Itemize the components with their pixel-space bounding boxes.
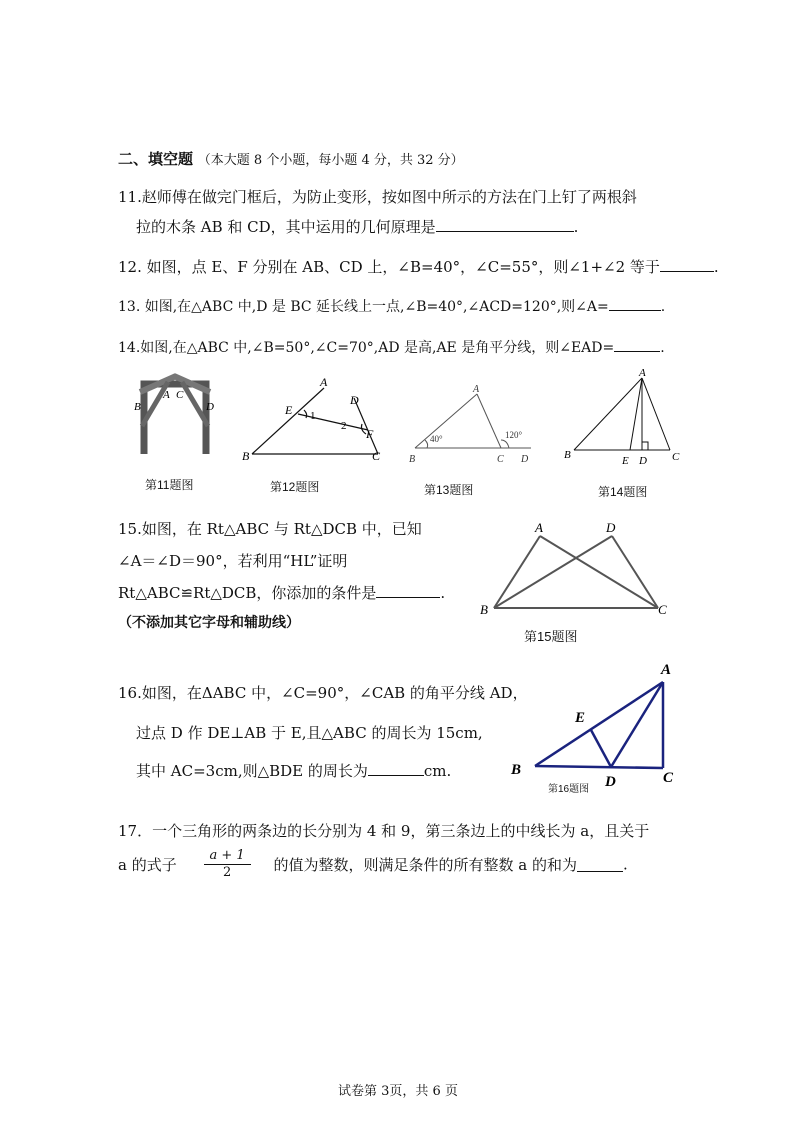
q11-end: . <box>573 218 579 236</box>
q17-line1: 17．一个三角形的两条边的长分别为 4 和 9，第三条边上的中线长为 a，且关于 <box>118 822 650 840</box>
q15-end: . <box>440 584 446 602</box>
figure-14 <box>560 366 688 470</box>
f14-label-d: D <box>639 455 647 467</box>
f14-label-e: E <box>622 455 629 467</box>
q15-line3 <box>118 582 445 603</box>
q16-line2: 过点 D 作 DE⊥AB 于 E,且△ABC 的周长为 15cm, <box>136 724 483 742</box>
f16-label-d: D <box>605 774 616 790</box>
q15-line2: ∠A＝∠D＝90°，若利用“HL”证明 <box>118 552 348 570</box>
q15-text: Rt△ABC≌Rt△DCB，你添加的条件是 <box>118 584 377 602</box>
q12-text: 12. 如图，点 E、F 分别在 AB、CD 上，∠B=40°，∠C=55°，则∠1+∠2 等于 <box>118 258 660 276</box>
caption-11: 第11题图 <box>145 478 194 492</box>
section-title: 二、填空题 <box>118 150 194 168</box>
f11-label-a: A <box>163 389 170 401</box>
q15-answer-blank[interactable] <box>376 583 440 598</box>
figure-12 <box>238 376 388 466</box>
q13-answer-blank[interactable] <box>609 296 661 311</box>
line-dc <box>612 536 658 608</box>
line-ba <box>535 682 663 766</box>
door-frame <box>144 384 206 454</box>
f16-label-a: A <box>661 662 672 678</box>
q16-answer-blank[interactable] <box>368 761 424 776</box>
q13-line <box>118 296 665 316</box>
f13-label-c: C <box>497 454 504 465</box>
caption-16: 第16题图 <box>548 784 590 795</box>
q16-line1: 16.如图，在ΔABC 中，∠C=90°，∠CAB 的角平分线 AD， <box>118 684 528 702</box>
q14-answer-blank[interactable] <box>614 337 660 352</box>
f13-label-d: D <box>521 454 529 465</box>
f12-label-1: 1 <box>310 410 316 422</box>
f16-label-c: C <box>663 770 674 786</box>
f11-label-c: C <box>176 389 184 401</box>
line-bc <box>535 766 663 768</box>
figure-13 <box>405 380 537 470</box>
q12-end: . <box>713 258 719 276</box>
caption-14: 第14题图 <box>598 485 648 499</box>
q17-line2 <box>118 848 628 881</box>
line-ba <box>494 536 540 608</box>
q14-line <box>118 337 665 357</box>
f12-label-e: E <box>285 403 293 417</box>
line-ad <box>611 682 663 767</box>
f16-label-b: B <box>511 762 522 778</box>
q11-answer-blank[interactable] <box>436 217 574 232</box>
right-angle-mark <box>642 442 648 450</box>
f14-label-c: C <box>672 451 680 463</box>
q11-text: 拉的木条 AB 和 CD，其中运用的几何原理是 <box>136 218 436 236</box>
caption-12: 第12题图 <box>270 480 320 494</box>
q11-line2 <box>136 216 578 237</box>
line-de <box>591 730 611 767</box>
caption-15: 第15题图 <box>524 629 578 644</box>
line-ef <box>298 414 368 430</box>
f15-label-d: D <box>606 520 616 535</box>
caption-13: 第13题图 <box>424 483 474 497</box>
f12-label-b: B <box>242 449 250 463</box>
f11-label-b: B <box>134 401 141 413</box>
q11-line1: 11.赵师傅在做完门框后，为防止变形，按如图中所示的方法在门上钉了两根斜 <box>118 188 637 206</box>
q17-text-b: 的值为整数，则满足条件的所有整数 a 的和为 <box>273 856 577 874</box>
angle-acd-arc <box>501 440 509 448</box>
f12-label-2: 2 <box>341 420 347 432</box>
f14-label-b: B <box>564 449 571 461</box>
page-footer: 试卷第 3页，共 6 页 <box>338 1084 458 1099</box>
angle-b-arc <box>425 440 428 448</box>
f12-label-d: D <box>350 393 359 407</box>
q12-line <box>118 256 719 277</box>
q14-end: . <box>660 340 665 356</box>
figure-15 <box>476 520 676 620</box>
q15-line1: 15.如图，在 Rt△ABC 与 Rt△DCB 中，已知 <box>118 520 422 538</box>
q15-note: （不添加其它字母和辅助线） <box>118 615 300 631</box>
q17-answer-blank[interactable] <box>577 857 623 872</box>
f14-label-a: A <box>639 367 646 379</box>
q17-end: . <box>622 855 628 874</box>
f16-label-e: E <box>575 710 586 726</box>
section-note: （本大题 8 个小题，每小题 4 分，共 32 分） <box>197 153 464 168</box>
q14-text: 14.如图,在△ABC 中,∠B=50°,∠C=70°,AD 是高,AE 是角平分线，则∠EAD= <box>118 340 615 356</box>
figure-11 <box>132 372 216 460</box>
f13-angle-40: 40° <box>430 434 443 444</box>
f15-label-c: C <box>658 602 667 617</box>
q13-end: . <box>660 299 666 315</box>
line-ac <box>540 536 658 608</box>
line-bd <box>494 536 612 608</box>
q16-end: cm. <box>423 762 452 780</box>
line-ba <box>415 394 477 448</box>
q16-text: 其中 AC=3cm,则△BDE 的周长为 <box>136 762 368 780</box>
q16-line3 <box>136 760 451 781</box>
f15-label-a: A <box>535 520 543 535</box>
line-ac <box>477 394 501 448</box>
q17-frac-numerator: a + 1 <box>204 848 251 865</box>
figure-16 <box>505 658 681 790</box>
f13-label-b: B <box>409 454 416 465</box>
angle-1-arc <box>304 410 307 418</box>
section-header <box>118 148 464 169</box>
f12-label-a: A <box>320 376 328 389</box>
q17-fraction <box>204 848 251 881</box>
f13-label-a: A <box>473 384 480 395</box>
f12-label-f: F <box>366 427 374 441</box>
f13-angle-120: 120° <box>505 430 523 440</box>
q12-answer-blank[interactable] <box>660 257 714 272</box>
f15-label-b: B <box>480 602 488 617</box>
q17-frac-denominator: 2 <box>222 865 232 880</box>
f11-label-d: D <box>206 401 214 413</box>
line-ac <box>642 378 670 450</box>
f12-label-c: C <box>372 449 381 463</box>
q17-text-a: a 的式子 <box>118 856 177 874</box>
q13-text: 13. 如图,在△ABC 中,D 是 BC 延长线上一点,∠B=40°,∠ACD=120°,则∠A= <box>118 299 609 315</box>
